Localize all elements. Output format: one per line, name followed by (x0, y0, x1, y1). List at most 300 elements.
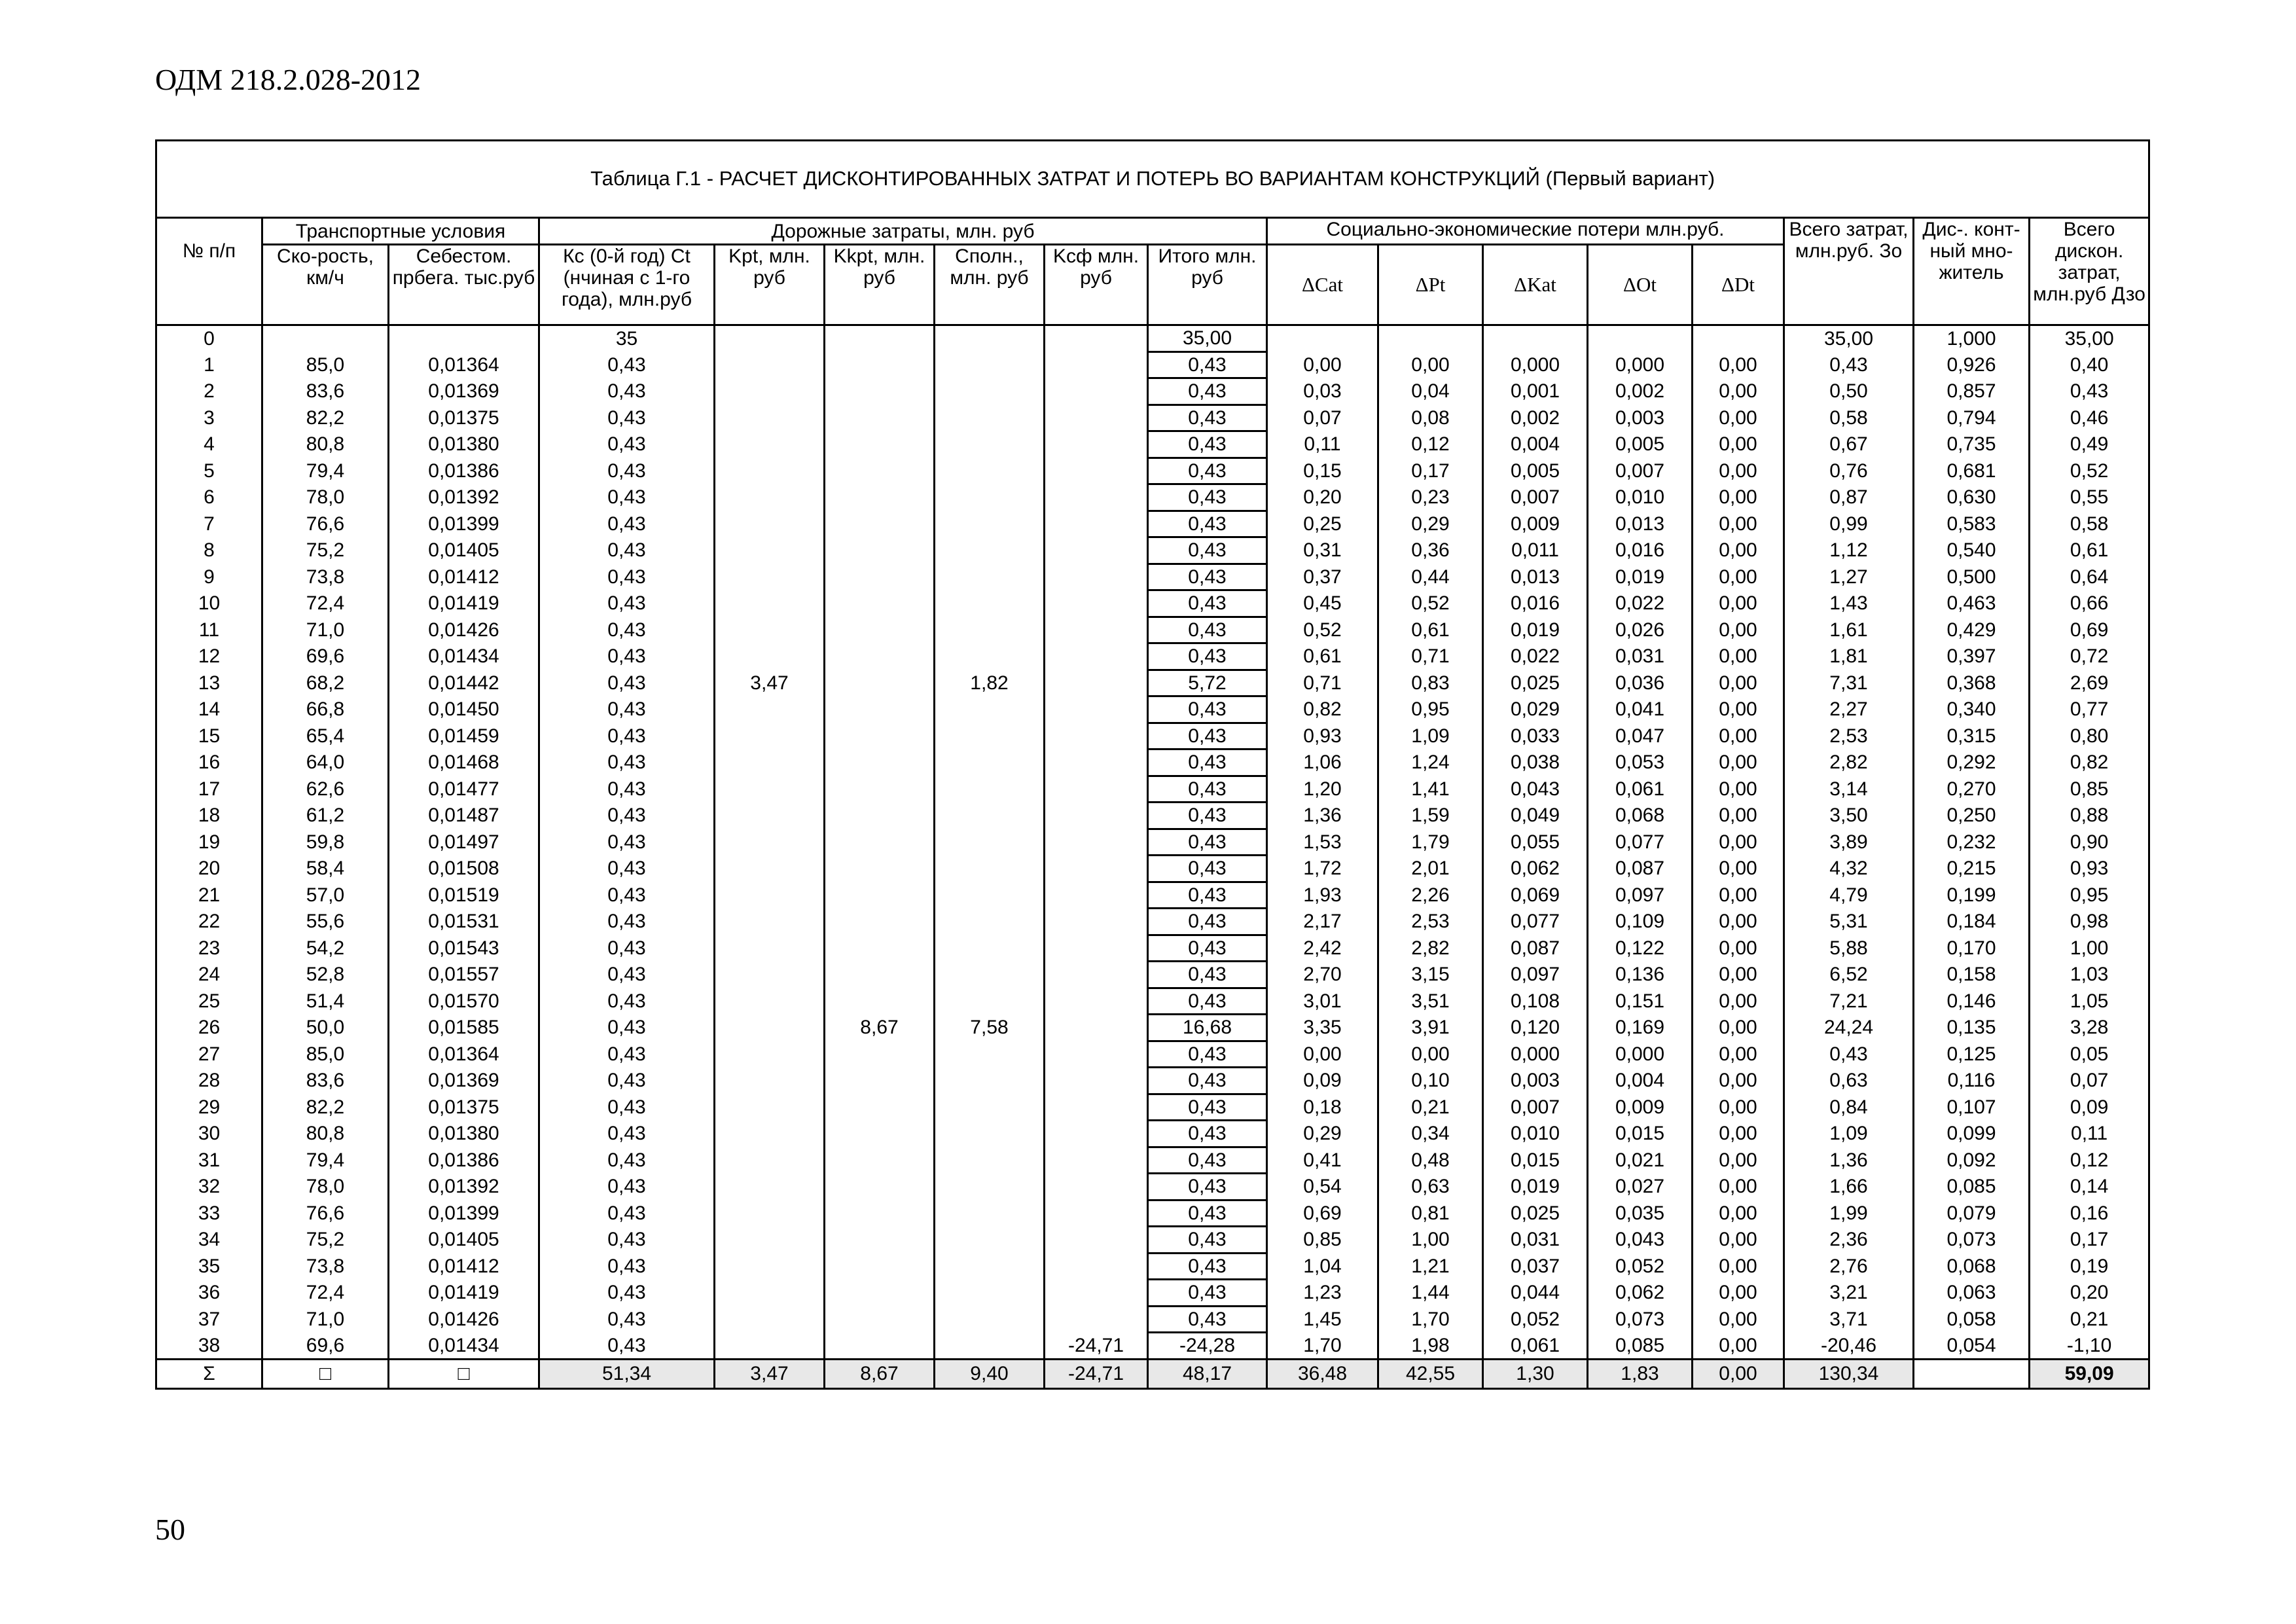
table-cell: 0,00 (1693, 1068, 1784, 1094)
table-cell: 20 (156, 856, 262, 882)
table-cell (935, 1068, 1045, 1094)
table-cell (715, 537, 825, 564)
table-cell: 85,0 (262, 1041, 389, 1068)
table-cell: 3,50 (1784, 803, 1914, 829)
table-cell: 11 (156, 617, 262, 643)
table-cell (715, 564, 825, 590)
table-cell (935, 1174, 1045, 1200)
table-cell: 15 (156, 723, 262, 749)
table-row (156, 617, 2149, 643)
table-cell (1045, 617, 1148, 643)
table-cell: 0,43 (1148, 1200, 1267, 1227)
table-cell: 0,43 (539, 1200, 715, 1227)
table-cell (1045, 776, 1148, 803)
table-cell (715, 829, 825, 856)
table-cell (935, 962, 1045, 988)
table-cell: 0,01450 (389, 696, 539, 723)
table-cell: 0,026 (1588, 617, 1693, 643)
table-cell: 76,6 (262, 511, 389, 537)
table-cell: 0,43 (1148, 776, 1267, 803)
table-cell (825, 935, 935, 962)
table-cell: 0,022 (1588, 590, 1693, 617)
total-cell (1914, 1359, 2030, 1388)
table-cell: 2,36 (1784, 1227, 1914, 1254)
table-cell: 0,43 (1148, 803, 1267, 829)
table-cell: 0,43 (1148, 696, 1267, 723)
table-cell: 2,82 (1378, 935, 1483, 962)
table-cell (1045, 1280, 1148, 1307)
table-cell: 0,01531 (389, 909, 539, 935)
table-cell (935, 431, 1045, 458)
group-header-transport: Транспортные условия (262, 218, 539, 245)
table-cell: 0,61 (1267, 643, 1378, 670)
table-cell (1045, 1121, 1148, 1147)
table-cell: 0,01375 (389, 1094, 539, 1121)
table-cell: 0,062 (1483, 856, 1588, 882)
table-cell: 0,81 (1378, 1200, 1483, 1227)
table-cell (825, 537, 935, 564)
table-row (156, 935, 2149, 962)
table-cell (1045, 1015, 1148, 1041)
table-row (156, 749, 2149, 776)
col-header-dot: ΔOt (1588, 245, 1693, 325)
table-cell: 0,010 (1483, 1121, 1588, 1147)
table-cell: 2,76 (1784, 1253, 1914, 1280)
table-cell (1045, 723, 1148, 749)
table-cell: 0,43 (539, 909, 715, 935)
table-cell: 0,01442 (389, 670, 539, 696)
table-cell: 0,37 (1267, 564, 1378, 590)
table-cell: 0,004 (1588, 1068, 1693, 1094)
table-cell: 0,00 (1693, 856, 1784, 882)
table-cell: 0,43 (1148, 1280, 1267, 1307)
table-cell: 0,43 (1148, 723, 1267, 749)
page-number: 50 (155, 1513, 185, 1546)
total-cell: 36,48 (1267, 1359, 1378, 1388)
table-cell (935, 405, 1045, 431)
table-cell: 0,01405 (389, 1227, 539, 1254)
table-cell (935, 617, 1045, 643)
table-cell: 1,82 (935, 670, 1045, 696)
table-cell: 0,43 (539, 1333, 715, 1360)
table-cell: 0,01497 (389, 829, 539, 856)
table-cell: 29 (156, 1094, 262, 1121)
table-row (156, 1253, 2149, 1280)
table-cell (1045, 431, 1148, 458)
table-cell (1045, 643, 1148, 670)
table-cell: 0,292 (1914, 749, 2030, 776)
table-cell: 0,184 (1914, 909, 2030, 935)
table-cell (935, 776, 1045, 803)
table-cell (715, 511, 825, 537)
table-cell (715, 617, 825, 643)
table-cell: 0,099 (1914, 1121, 2030, 1147)
table-cell: 1,93 (1267, 882, 1378, 909)
table-cell: 0,00 (1267, 1041, 1378, 1068)
col-header-dkat: ΔKat (1483, 245, 1588, 325)
table-cell (715, 1094, 825, 1121)
table-cell: 0,170 (1914, 935, 2030, 962)
table-cell: 0,55 (2030, 484, 2149, 511)
table-cell (935, 829, 1045, 856)
table-cell: 0,009 (1588, 1094, 1693, 1121)
table-cell: 0,003 (1588, 405, 1693, 431)
table-cell: 0,033 (1483, 723, 1588, 749)
table-cell: 72,4 (262, 590, 389, 617)
table-cell: 0,43 (1148, 988, 1267, 1015)
table-cell: 66,8 (262, 696, 389, 723)
table-cell: 0,43 (539, 458, 715, 484)
table-row (156, 909, 2149, 935)
table-cell: 0,01477 (389, 776, 539, 803)
table-cell: 0,429 (1914, 617, 2030, 643)
table-cell: 0,015 (1588, 1121, 1693, 1147)
table-cell: 0,005 (1483, 458, 1588, 484)
table-cell (825, 1227, 935, 1254)
table-cell: 0,43 (539, 723, 715, 749)
table-cell: 0,43 (2030, 378, 2149, 405)
table-cell (1045, 325, 1148, 352)
table-cell: 0,001 (1483, 378, 1588, 405)
total-cell: 51,34 (539, 1359, 715, 1388)
table-cell: 5,72 (1148, 670, 1267, 696)
table-cell: 0,43 (539, 378, 715, 405)
total-cell: 3,47 (715, 1359, 825, 1388)
table-cell (715, 1280, 825, 1307)
table-cell: 0,43 (1784, 1041, 1914, 1068)
table-cell (715, 988, 825, 1015)
table-cell: 0,98 (2030, 909, 2149, 935)
total-cell: 48,17 (1148, 1359, 1267, 1388)
table-cell: 14 (156, 696, 262, 723)
total-cell: 1,83 (1588, 1359, 1693, 1388)
table-cell: 0,00 (1693, 484, 1784, 511)
table-cell: 0,00 (1378, 352, 1483, 378)
table-cell: 0,027 (1588, 1174, 1693, 1200)
table-cell: 0,01487 (389, 803, 539, 829)
table-cell (715, 749, 825, 776)
col-header-no (156, 218, 262, 325)
table-cell: 2,69 (2030, 670, 2149, 696)
table-cell: 0,17 (2030, 1227, 2149, 1254)
table-cell: 1,72 (1267, 856, 1378, 882)
table-cell: 1,61 (1784, 617, 1914, 643)
table-cell (825, 1306, 935, 1333)
table-cell: 0,01392 (389, 484, 539, 511)
table-row (156, 643, 2149, 670)
table-cell: 0,46 (2030, 405, 2149, 431)
table-cell: 4,79 (1784, 882, 1914, 909)
table-cell: 1,20 (1267, 776, 1378, 803)
table-cell: 0,43 (539, 670, 715, 696)
table-cell: 0,857 (1914, 378, 2030, 405)
table-cell: 2,70 (1267, 962, 1378, 988)
table-cell (715, 484, 825, 511)
table-cell: 24 (156, 962, 262, 988)
col-header-dcat: ΔCat (1267, 245, 1378, 325)
table-cell (825, 723, 935, 749)
table-cell: 0,17 (1378, 458, 1483, 484)
table-cell: 0,00 (1693, 696, 1784, 723)
table-cell (825, 909, 935, 935)
table-cell: 0,43 (539, 1227, 715, 1254)
table-cell: 0,43 (539, 1253, 715, 1280)
table-cell: 0,031 (1483, 1227, 1588, 1254)
table-cell: 25 (156, 988, 262, 1015)
table-cell: 0,58 (2030, 511, 2149, 537)
total-cell: 42,55 (1378, 1359, 1483, 1388)
table-cell (935, 988, 1045, 1015)
table-cell: 0,20 (1267, 484, 1378, 511)
col-header-kc: Кс (0-й год) Ct (нчиная с 1-го года), млн.руб (539, 245, 715, 325)
table-cell: 0,00 (1693, 882, 1784, 909)
table-cell: 0,01459 (389, 723, 539, 749)
table-cell (825, 564, 935, 590)
table-row (156, 1147, 2149, 1174)
table-cell: 0,016 (1588, 537, 1693, 564)
table-cell: 0,00 (1693, 643, 1784, 670)
table-cell: 0,058 (1914, 1306, 2030, 1333)
table-cell: 1,03 (2030, 962, 2149, 988)
table-cell: 0,41 (1267, 1147, 1378, 1174)
table-cell (825, 1147, 935, 1174)
table-cell: 0,01508 (389, 856, 539, 882)
table-cell: 0,25 (1267, 511, 1378, 537)
table-cell (715, 696, 825, 723)
table-cell: 0,199 (1914, 882, 2030, 909)
table-cell: 35,00 (2030, 325, 2149, 352)
table-row (156, 1174, 2149, 1200)
table-cell: 0,022 (1483, 643, 1588, 670)
table-cell (825, 1121, 935, 1147)
table-cell (1045, 511, 1148, 537)
table-cell: 5,31 (1784, 909, 1914, 935)
table-cell: 0,055 (1483, 829, 1588, 856)
table-cell (715, 909, 825, 935)
table-cell: 23 (156, 935, 262, 962)
table-cell: 0,077 (1483, 909, 1588, 935)
table-cell: 0,315 (1914, 723, 2030, 749)
table-cell (715, 405, 825, 431)
table-row (156, 590, 2149, 617)
table-cell: 0,29 (1267, 1121, 1378, 1147)
table-cell: 79,4 (262, 458, 389, 484)
total-cell: 130,34 (1784, 1359, 1914, 1388)
table-cell: 82,2 (262, 1094, 389, 1121)
table-cell: 0,34 (1378, 1121, 1483, 1147)
total-cell: □ (262, 1359, 389, 1388)
table-cell (935, 1333, 1045, 1360)
table-cell: 2,53 (1378, 909, 1483, 935)
table-cell: 0,054 (1914, 1333, 2030, 1360)
table-cell: 65,4 (262, 723, 389, 749)
table-cell: 0,43 (539, 803, 715, 829)
table-cell: 0,01364 (389, 1041, 539, 1068)
table-cell: 0,07 (2030, 1068, 2149, 1094)
table-cell: 0,43 (539, 1068, 715, 1094)
table-cell: 0,00 (1693, 1041, 1784, 1068)
table-cell: 6,52 (1784, 962, 1914, 988)
table-cell: 0,43 (539, 856, 715, 882)
table-cell: 0,00 (1693, 564, 1784, 590)
table-row (156, 1121, 2149, 1147)
table-cell: 3,51 (1378, 988, 1483, 1015)
table-cell (715, 1306, 825, 1333)
table-cell: 35,00 (1784, 325, 1914, 352)
table-cell: 2,01 (1378, 856, 1483, 882)
table-cell (935, 1280, 1045, 1307)
table-cell: 0,43 (1148, 856, 1267, 882)
table-cell: 9 (156, 564, 262, 590)
table-cell: 0,108 (1483, 988, 1588, 1015)
table-cell (1045, 1306, 1148, 1333)
table-cell (1045, 909, 1148, 935)
table-cell: 0,029 (1483, 696, 1588, 723)
table-cell: 0,00 (1693, 670, 1784, 696)
table-cell: 83,6 (262, 1068, 389, 1094)
table-cell: 0,00 (1693, 1094, 1784, 1121)
table-cell: 0,109 (1588, 909, 1693, 935)
table-cell: 0,43 (1148, 1174, 1267, 1200)
table-cell: 0,63 (1378, 1174, 1483, 1200)
table-cell: 0,43 (1148, 1041, 1267, 1068)
table-cell (935, 325, 1045, 352)
table-cell: 0,077 (1588, 829, 1693, 856)
table-cell: 0,041 (1588, 696, 1693, 723)
table-cell: 30 (156, 1121, 262, 1147)
table-cell: 0,69 (1267, 1200, 1378, 1227)
table-row (156, 537, 2149, 564)
table-cell: 0,43 (539, 643, 715, 670)
table-cell (935, 511, 1045, 537)
table-cell: 0,40 (2030, 352, 2149, 378)
table-cell: 1,36 (1267, 803, 1378, 829)
table-cell: 0,43 (1148, 564, 1267, 590)
table-cell: 58,4 (262, 856, 389, 882)
table-cell (935, 484, 1045, 511)
table-cell: 3,01 (1267, 988, 1378, 1015)
table-cell (1045, 1174, 1148, 1200)
table-cell: 0,43 (1148, 643, 1267, 670)
table-cell: 1 (156, 352, 262, 378)
col-header-kpt: Kpt, млн. руб (715, 245, 825, 325)
table-cell: 0,00 (1693, 935, 1784, 962)
total-cell: 8,67 (825, 1359, 935, 1388)
table-cell: 0,93 (2030, 856, 2149, 882)
table-cell: 0,43 (539, 829, 715, 856)
table-cell: 0,107 (1914, 1094, 2030, 1121)
table-cell: 38 (156, 1333, 262, 1360)
table-cell: 0,340 (1914, 696, 2030, 723)
table-cell: 0,00 (1693, 1200, 1784, 1227)
table-cell: 0,00 (1693, 829, 1784, 856)
table-cell: 2 (156, 378, 262, 405)
table-cell (825, 325, 935, 352)
table-cell (1045, 856, 1148, 882)
table-cell: 0,044 (1483, 1280, 1588, 1307)
table-cell: 0,45 (1267, 590, 1378, 617)
table-cell (715, 776, 825, 803)
total-cell: □ (389, 1359, 539, 1388)
table-cell: 0,82 (1267, 696, 1378, 723)
table-row (156, 564, 2149, 590)
document-header: ОДМ 218.2.028-2012 (155, 63, 422, 96)
table-cell: 0,82 (2030, 749, 2149, 776)
table-cell (825, 590, 935, 617)
table-cell (715, 1333, 825, 1360)
table-cell (1045, 405, 1148, 431)
table-cell: 0,16 (2030, 1200, 2149, 1227)
col-header-ddt: ΔDt (1693, 245, 1784, 325)
table-cell: 1,09 (1378, 723, 1483, 749)
table-cell: 0,00 (1693, 909, 1784, 935)
table-cell (935, 723, 1045, 749)
discounted-costs-table (155, 139, 2150, 1390)
table-cell: 0,003 (1483, 1068, 1588, 1094)
table-cell: 0,085 (1588, 1333, 1693, 1360)
table-cell (715, 856, 825, 882)
table-cell: 0,00 (1693, 405, 1784, 431)
table-cell: 0,69 (2030, 617, 2149, 643)
table-cell: 0,215 (1914, 856, 2030, 882)
table-cell: -24,71 (1045, 1333, 1148, 1360)
col-header-cost: Себестом. прбега. тыс.руб (389, 245, 539, 325)
table-cell (825, 431, 935, 458)
table-cell: 1,43 (1784, 590, 1914, 617)
table-cell: 0,20 (2030, 1280, 2149, 1307)
table-cell (1045, 1227, 1148, 1254)
table-cell: 0,00 (1693, 1121, 1784, 1147)
table-cell (935, 352, 1045, 378)
table-cell: 0,83 (1378, 670, 1483, 696)
table-cell: 0,43 (539, 1121, 715, 1147)
table-cell: 0,079 (1914, 1200, 2030, 1227)
table-cell (715, 882, 825, 909)
table-cell (935, 1306, 1045, 1333)
table-cell: 0,58 (1784, 405, 1914, 431)
table-cell: 3,89 (1784, 829, 1914, 856)
table-cell: 0,05 (2030, 1041, 2149, 1068)
table-cell (1045, 882, 1148, 909)
table-cell: 27 (156, 1041, 262, 1068)
table-cell: 34 (156, 1227, 262, 1254)
table-cell: -1,10 (2030, 1333, 2149, 1360)
table-cell: 0,85 (1267, 1227, 1378, 1254)
table-cell: 0,232 (1914, 829, 2030, 856)
table-cell: 0,01419 (389, 1280, 539, 1307)
table-cell: 0,016 (1483, 590, 1588, 617)
table-cell: 1,04 (1267, 1253, 1378, 1280)
table-cell: 0,43 (1148, 352, 1267, 378)
table-cell: 85,0 (262, 352, 389, 378)
table-cell (715, 1174, 825, 1200)
table-cell: 35,00 (1148, 325, 1267, 352)
table-cell: 0,01570 (389, 988, 539, 1015)
table-cell: 1,36 (1784, 1147, 1914, 1174)
table-cell (935, 882, 1045, 909)
table-cell: 1,09 (1784, 1121, 1914, 1147)
table-cell: 0,01369 (389, 378, 539, 405)
table-cell: 0,00 (1693, 1333, 1784, 1360)
table-cell: 0,09 (1267, 1068, 1378, 1094)
table-cell: 7 (156, 511, 262, 537)
table-cell: 0,116 (1914, 1068, 2030, 1094)
table-cell: 0,169 (1588, 1015, 1693, 1041)
table-cell (715, 378, 825, 405)
table-cell: 0,01399 (389, 511, 539, 537)
table-cell: 0,036 (1588, 670, 1693, 696)
table-cell (825, 405, 935, 431)
